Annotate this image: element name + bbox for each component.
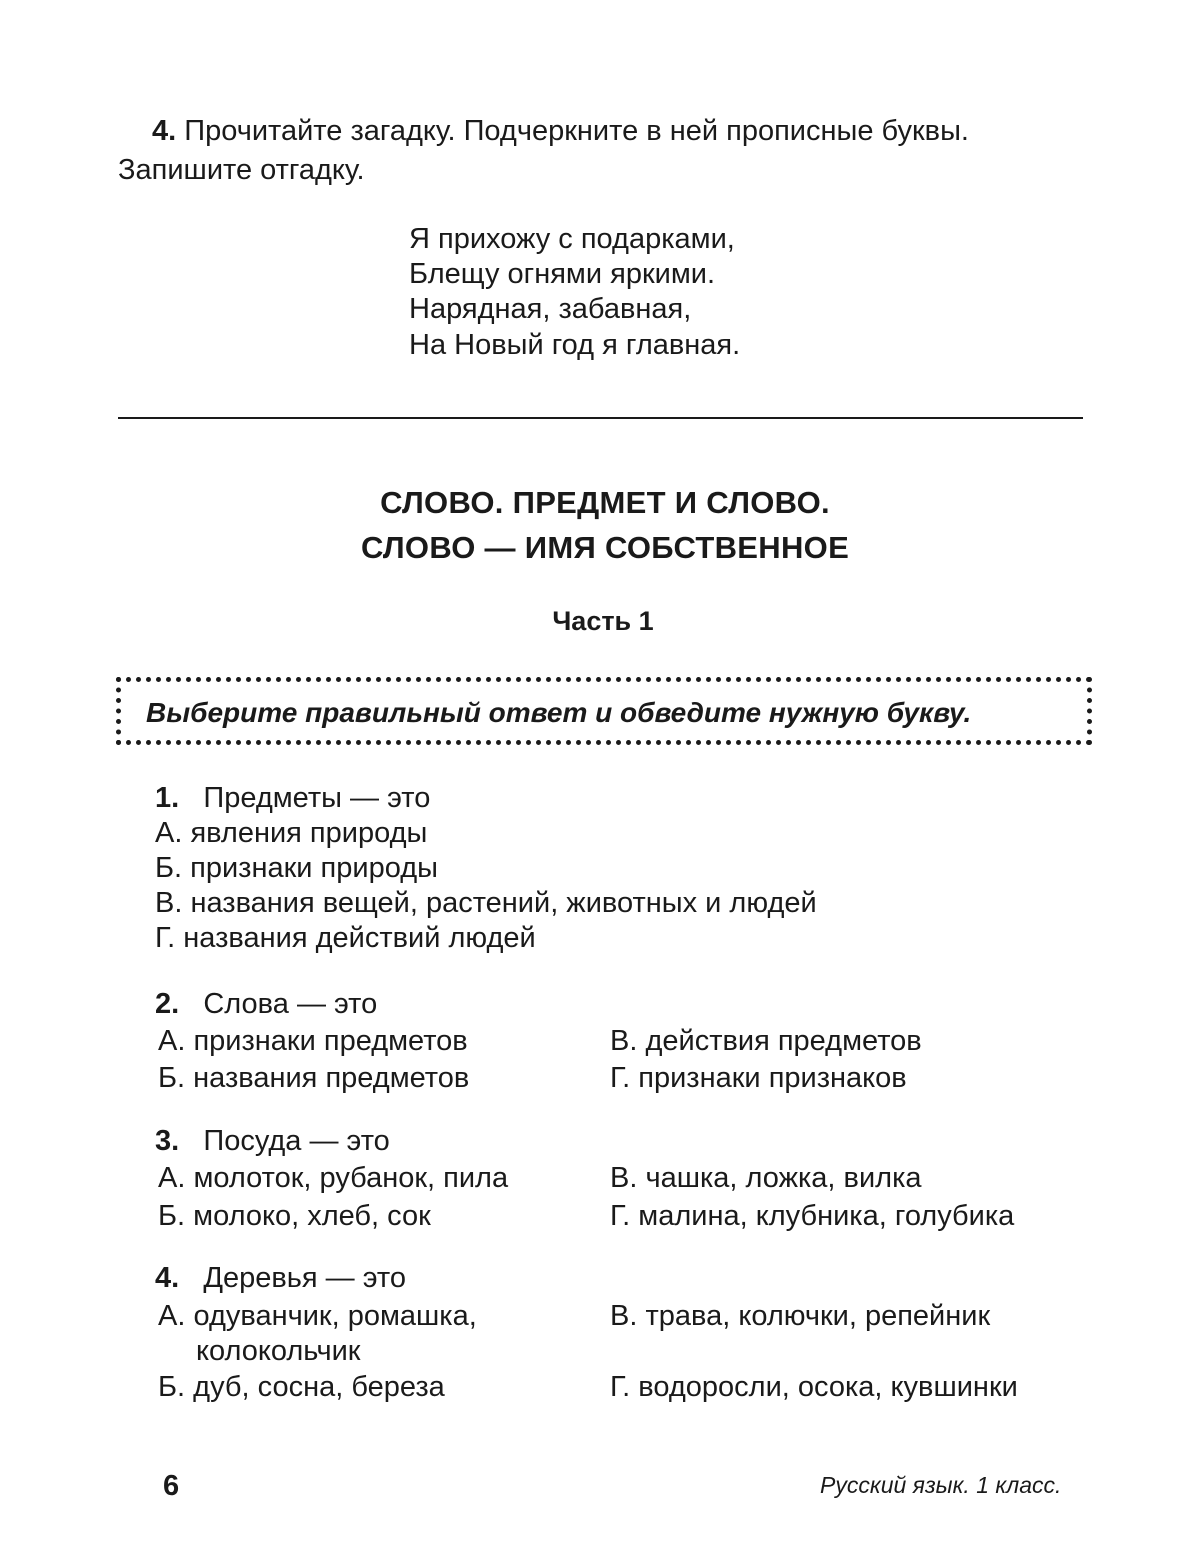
question-1 [155,780,430,816]
task4-instruction-line2: Запишите отгадку. [118,154,365,186]
task4-number: 4. [152,115,177,147]
answer-option: Г. малина, клубника, голубика [610,1200,1015,1232]
task4-instruction-line1 [152,113,969,149]
answer-option: А. одуванчик, ромашка, [158,1300,477,1332]
riddle-line-1: Я прихожу с подарками, [409,223,735,255]
instruction-text: Выберите правильный ответ и обведите нужную букву. [146,697,972,728]
answer-option-continued: колокольчик [196,1335,361,1367]
answer-option: А. явления природы [155,817,428,849]
answer-option: Г. названия действий людей [155,922,536,954]
question-4 [155,1260,406,1296]
answer-option: А. признаки предметов [158,1025,468,1057]
question-2 [155,986,377,1022]
section-title-line1: СЛОВО. ПРЕДМЕТ И СЛОВО. [380,485,830,520]
answer-option: Б. названия предметов [158,1062,470,1094]
answer-option: Б. дуб, сосна, береза [158,1371,445,1403]
answer-option: В. названия вещей, растений, животных и людей [155,887,817,919]
question-number: 4. [155,1262,180,1294]
answer-option: Г. признаки признаков [610,1062,907,1094]
riddle-line-3: Нарядная, забавная, [409,293,692,325]
question-number: 1. [155,782,180,814]
question-number: 3. [155,1125,180,1157]
question-text: Деревья — это [203,1262,406,1294]
answer-option: В. трава, колючки, репейник [610,1300,991,1332]
question-text: Посуда — это [203,1125,390,1157]
answer-option: Б. признаки природы [155,852,438,884]
section-divider [118,417,1083,419]
answer-option: В. чашка, ложка, вилка [610,1162,922,1194]
section-title-line2: СЛОВО — ИМЯ СОБСТВЕННОЕ [360,530,850,565]
answer-option: В. действия предметов [610,1025,922,1057]
part-heading: Часть 1 [552,606,654,636]
book-title: Русский язык. 1 класс. [820,1472,1062,1498]
question-text: Слова — это [203,988,378,1020]
task4-text: Прочитайте загадку. Подчеркните в ней прописные буквы. [184,115,969,147]
page-number: 6 [163,1470,180,1502]
question-number: 2. [155,988,180,1020]
question-text: Предметы — это [203,782,431,814]
question-3 [155,1123,390,1159]
riddle-line-2: Блещу огнями яркими. [409,258,716,290]
answer-option: Г. водоросли, осока, кувшинки [610,1371,1018,1403]
answer-option: Б. молоко, хлеб, сок [158,1200,431,1232]
riddle-line-4: На Новый год я главная. [409,329,741,361]
answer-option: А. молоток, рубанок, пила [158,1162,509,1194]
